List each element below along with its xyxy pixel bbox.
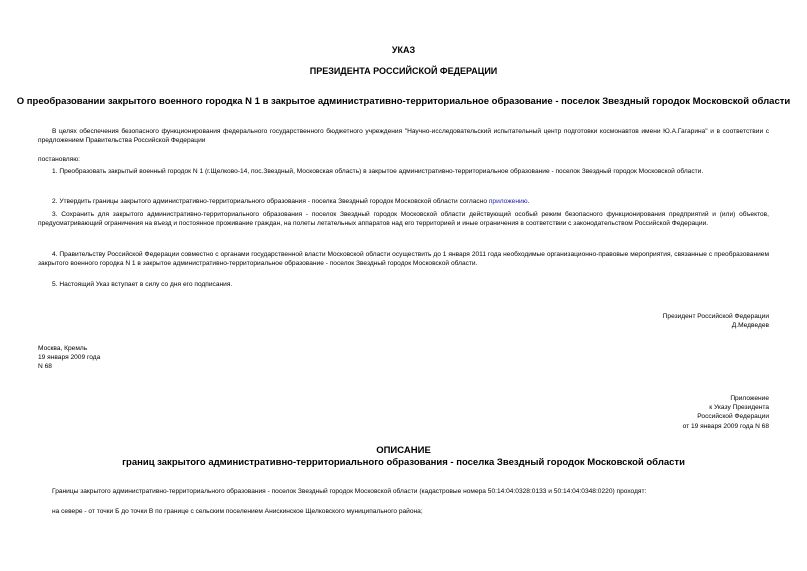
issuer-heading: ПРЕЗИДЕНТА РОССИЙСКОЙ ФЕДЕРАЦИИ xyxy=(309,66,498,76)
appendix-ref-1: к Указу Президента xyxy=(709,404,769,411)
appendix-link[interactable]: приложению xyxy=(488,198,528,205)
decree-number: N 68 xyxy=(38,363,52,370)
signatory-position: Президент Российской Федерации xyxy=(662,313,769,320)
paragraph-5: 5. Настоящий Указ вступает в силу со дня его подписания. xyxy=(52,281,233,288)
paragraph-1: 1. Преобразовать закрытый военный городок N 1 (г.Щелково-14, пос.Звездный, Московская область) в закрытое административно-территориальное образование - поселок Звездный городок Московской области. xyxy=(52,168,704,175)
signing-place: Москва, Кремль xyxy=(38,345,88,352)
appendix-label: Приложение xyxy=(730,395,769,402)
paragraph-2-text: 2. Утвердить границы закрытого административно-территориального образования - поселка Звездный городок Московской области согласно xyxy=(52,198,489,205)
appendix-heading: ОПИСАНИЕ xyxy=(376,445,431,456)
decree-type-heading: УКАЗ xyxy=(391,45,416,55)
decree-title: О преобразовании закрытого военного городка N 1 в закрытое административно-территориальное образование - поселок Звездный городок Московской области xyxy=(16,96,791,107)
signing-date: 19 января 2009 года xyxy=(38,354,101,361)
paragraph-3: 3. Сохранить для закрытого административно-территориального образования - поселок Звездный городок Московской области действующий особый режим безопасного функционирования предприятий и (или) объектов, предусматривающий ограничения на въезд и постоянное проживание граждан, на полеты летательных аппаратов над его территорией и иные ограничения в соответствии с законодательством Российской Федерации. xyxy=(38,211,769,227)
signatory-name: Д.Медведев xyxy=(731,322,769,329)
appendix-paragraph-2: на севере - от точки Б до точки В по границе с сельским поселением Анискинское Щелковского муниципального района; xyxy=(52,508,423,515)
appendix-ref-3: от 19 января 2009 года N 68 xyxy=(682,423,769,430)
paragraph-4: 4. Правительству Российской Федерации совместно с органами государственной власти Московской области осуществить до 1 января 2011 года необходимые организационно-правовые мероприятия, связанные с преобразованием закрытого военного городка N 1 в закрытое административно-территориальное образование - поселок Звездный городок Московской области. xyxy=(38,251,769,267)
paragraph-2 xyxy=(38,198,769,207)
decree-word: постановляю: xyxy=(38,156,81,163)
appendix-ref-2: Российской Федерации xyxy=(697,413,769,420)
paragraph-2-end: . xyxy=(527,198,530,205)
appendix-subheading: границ закрытого административно-территориального образования - поселка Звездный городок Московской области xyxy=(122,457,685,468)
preamble-paragraph: В целях обеспечения безопасного функционирования федерального государственного бюджетного учреждения "Научно-исследовательский испытательный центр подготовки космонавтов имени Ю.А.Гагарина" и в соответствии с предложением Правительства Российской Федерации xyxy=(38,128,769,144)
appendix-paragraph-1: Границы закрытого административно-территориального образования - поселок Звездный городок Московской области (кадастровые номера 50:14:04:0328:0133 и 50:14:04:0348:0220) проходят: xyxy=(52,488,647,495)
